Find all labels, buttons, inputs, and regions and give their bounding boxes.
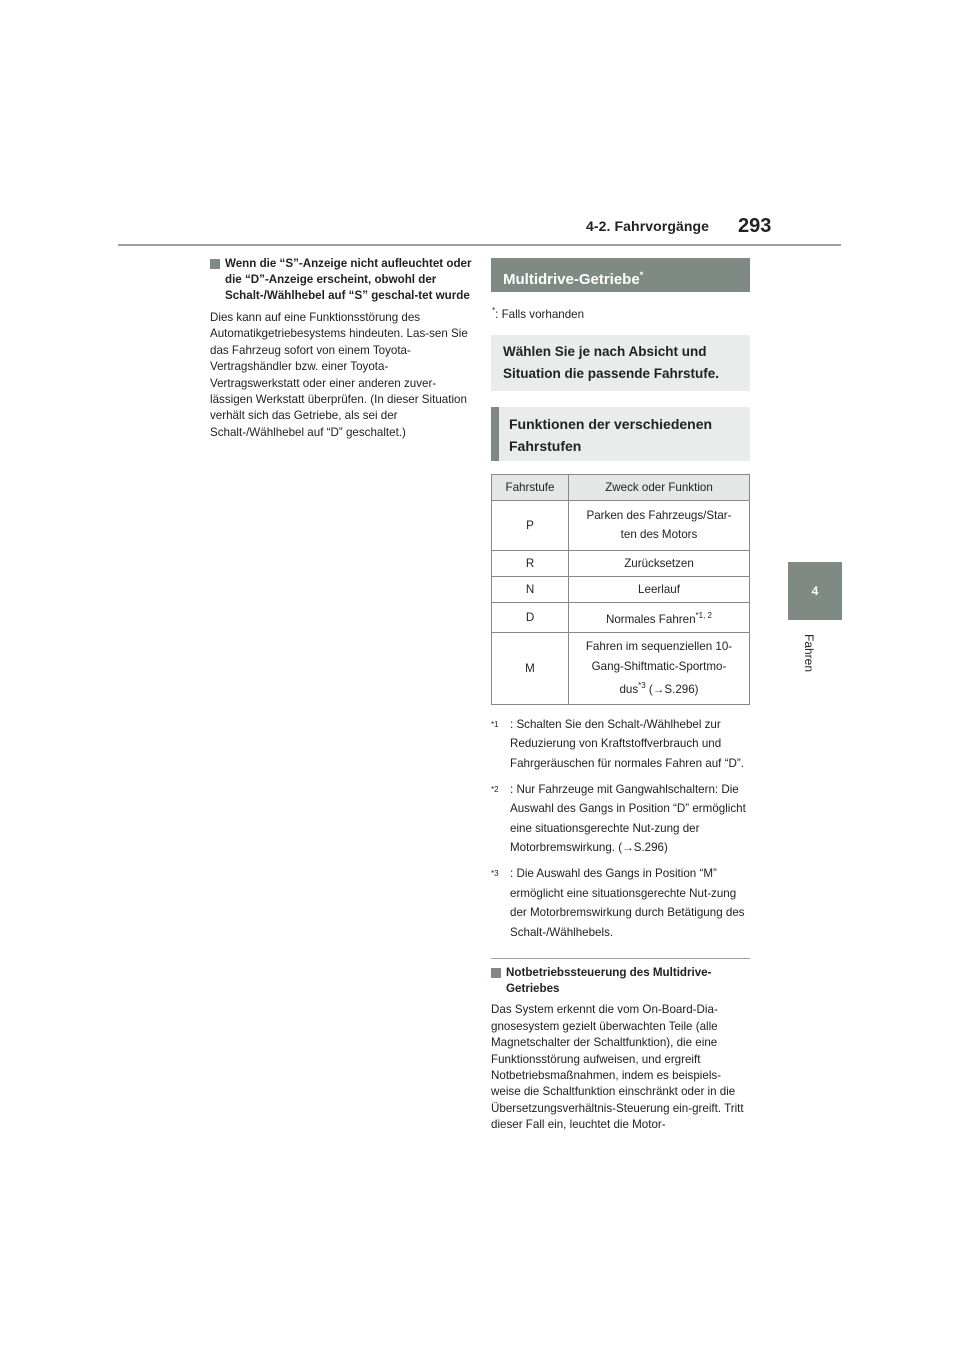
table-row [492, 500, 750, 550]
table-cell-function: Zurücksetzen [569, 550, 750, 576]
table-cell-stage: N [492, 576, 569, 602]
footnote-mark: *3 [491, 869, 499, 879]
table-cell-stage: R [492, 550, 569, 576]
footnote-mark-wrap [491, 715, 499, 738]
footnote-text: : Die Auswahl des Gangs in Position “M” ermöglicht eine situationsgerechte Nut-zung der Motorbremswirkung durch Betätigung des Schalt-/Wählhebels. [510, 867, 745, 939]
table-cell-text: dus [619, 683, 639, 697]
footnote-text: : Schalten Sie den Schalt-/Wählhebel zur Reduzierung von Kraftstoffverbrauch und Fahrgeräuschen für normales Fahren auf “D”. [510, 717, 744, 771]
emergency-body: Das System erkennt die vom On-Board-Dia-gnosesystem gezielt überwachten Teile (alle Magnetschalter der Schaltfunktion), die eine Funktionsstörung aufweisen, und ergreift Notbetriebsmaßnahmen, indem es beispiels-weise die Schaltfunktion einschränkt oder in die Übersetzungsverhältnis-Steuerung ein-greift. Tritt dieser Fall ein, leuchtet die Motor- [491, 1003, 744, 1132]
footnote-item [491, 864, 750, 942]
footnote-item [491, 715, 750, 774]
footnote-list [491, 715, 750, 943]
chapter-tab-label: Fahren [802, 634, 816, 673]
subsection-line-2: Fahrstufen [509, 437, 582, 454]
table-cell-line: Parken des Fahrzeugs/Star- [586, 508, 732, 522]
availability-note [491, 306, 750, 321]
section-label: 4-2. Fahrvorgänge [586, 218, 710, 234]
table-cell-line: ten des Motors [620, 528, 698, 542]
section-banner-title: Multidrive-Getriebe [503, 271, 640, 288]
table-cell-line: Fahren im sequenziellen 10- [585, 640, 733, 654]
section-banner [491, 258, 750, 292]
table-row [492, 550, 750, 576]
section-banner-mark: * [639, 270, 644, 280]
table-row [492, 632, 750, 704]
table-cell-line: Gang-Shiftmatic-Sportmo- [591, 659, 727, 673]
subsection-box [491, 407, 750, 461]
square-bullet-icon [210, 259, 220, 269]
table-cell-function [569, 500, 750, 550]
intro-box [491, 335, 750, 391]
table-cell-mark: *3 [638, 681, 646, 691]
emergency-heading [491, 965, 750, 996]
left-column [210, 256, 472, 441]
footnote-mark-wrap [491, 780, 499, 803]
chapter-tab-label-wrap [786, 628, 846, 688]
footnote-mark: *2 [491, 784, 499, 794]
footnote-text: : Nur Fahrzeuge mit Gangwahlschaltern: Die Auswahl des Gangs in Position “D” ermöglicht eine situationsgerechte Nut-zung der Motorbremswirkung. (→S.296) [510, 782, 746, 855]
left-heading [210, 256, 472, 304]
left-body: Dies kann auf eine Funktionsstörung des Automatikgetriebesystems hindeuten. Las-sen Sie das Fahrzeug sofort von einem Toyota-Vertragshändler bzw. einer Toyota-Vertragswerkstatt oder einer anderen zuver-lässigen Werkstatt überprüfen. (In dieser Situation verhält sich das Getriebe, als sei der Schalt-/Wählhebel auf “D” geschaltet.) [210, 311, 468, 439]
table-cell-function [569, 632, 750, 704]
page-number: 293 [738, 215, 772, 237]
intro-line-1: Wählen Sie je nach Absicht und [503, 343, 707, 359]
footnote-mark-wrap [491, 864, 499, 887]
header-rule [118, 244, 841, 246]
left-heading-text: Wenn die “S”-Anzeige nicht aufleuchtet oder die “D”-Anzeige erscheint, obwohl der Schalt-/Wählhebel auf “S” geschal-tet wurde [225, 257, 472, 302]
square-bullet-icon [491, 968, 501, 978]
table-header-function: Zweck oder Funktion [569, 474, 750, 500]
section-divider [491, 958, 750, 959]
table-row [492, 602, 750, 632]
availability-note-mark: * [492, 306, 496, 315]
table-cell-line [573, 676, 745, 699]
table-cell-stage: D [492, 602, 569, 632]
footnote-item [491, 780, 750, 858]
subsection-line-1: Funktionen der verschiedenen [509, 415, 713, 432]
right-column [491, 258, 750, 1134]
gear-table [491, 474, 750, 705]
table-cell-text: Normales Fahren [605, 612, 696, 626]
footnote-mark: *1 [491, 719, 499, 729]
table-header-stage: Fahrstufe [492, 474, 569, 500]
table-cell-function [569, 602, 750, 632]
table-header-row [492, 474, 750, 500]
page-ref-link[interactable]: (→S.296) [645, 683, 699, 697]
chapter-tab-number: 4 [811, 584, 819, 598]
table-cell-stage: P [492, 500, 569, 550]
table-cell-stage: M [492, 632, 569, 704]
emergency-heading-text: Notbetriebssteuerung des Multidrive-Getriebes [506, 966, 712, 995]
intro-line-2: Situation die passende Fahrstufe. [503, 365, 720, 381]
availability-note-text: : Falls vorhanden [495, 307, 585, 321]
table-cell-function: Leerlauf [569, 576, 750, 602]
table-cell-mark: *1, 2 [695, 610, 713, 620]
table-row [492, 576, 750, 602]
